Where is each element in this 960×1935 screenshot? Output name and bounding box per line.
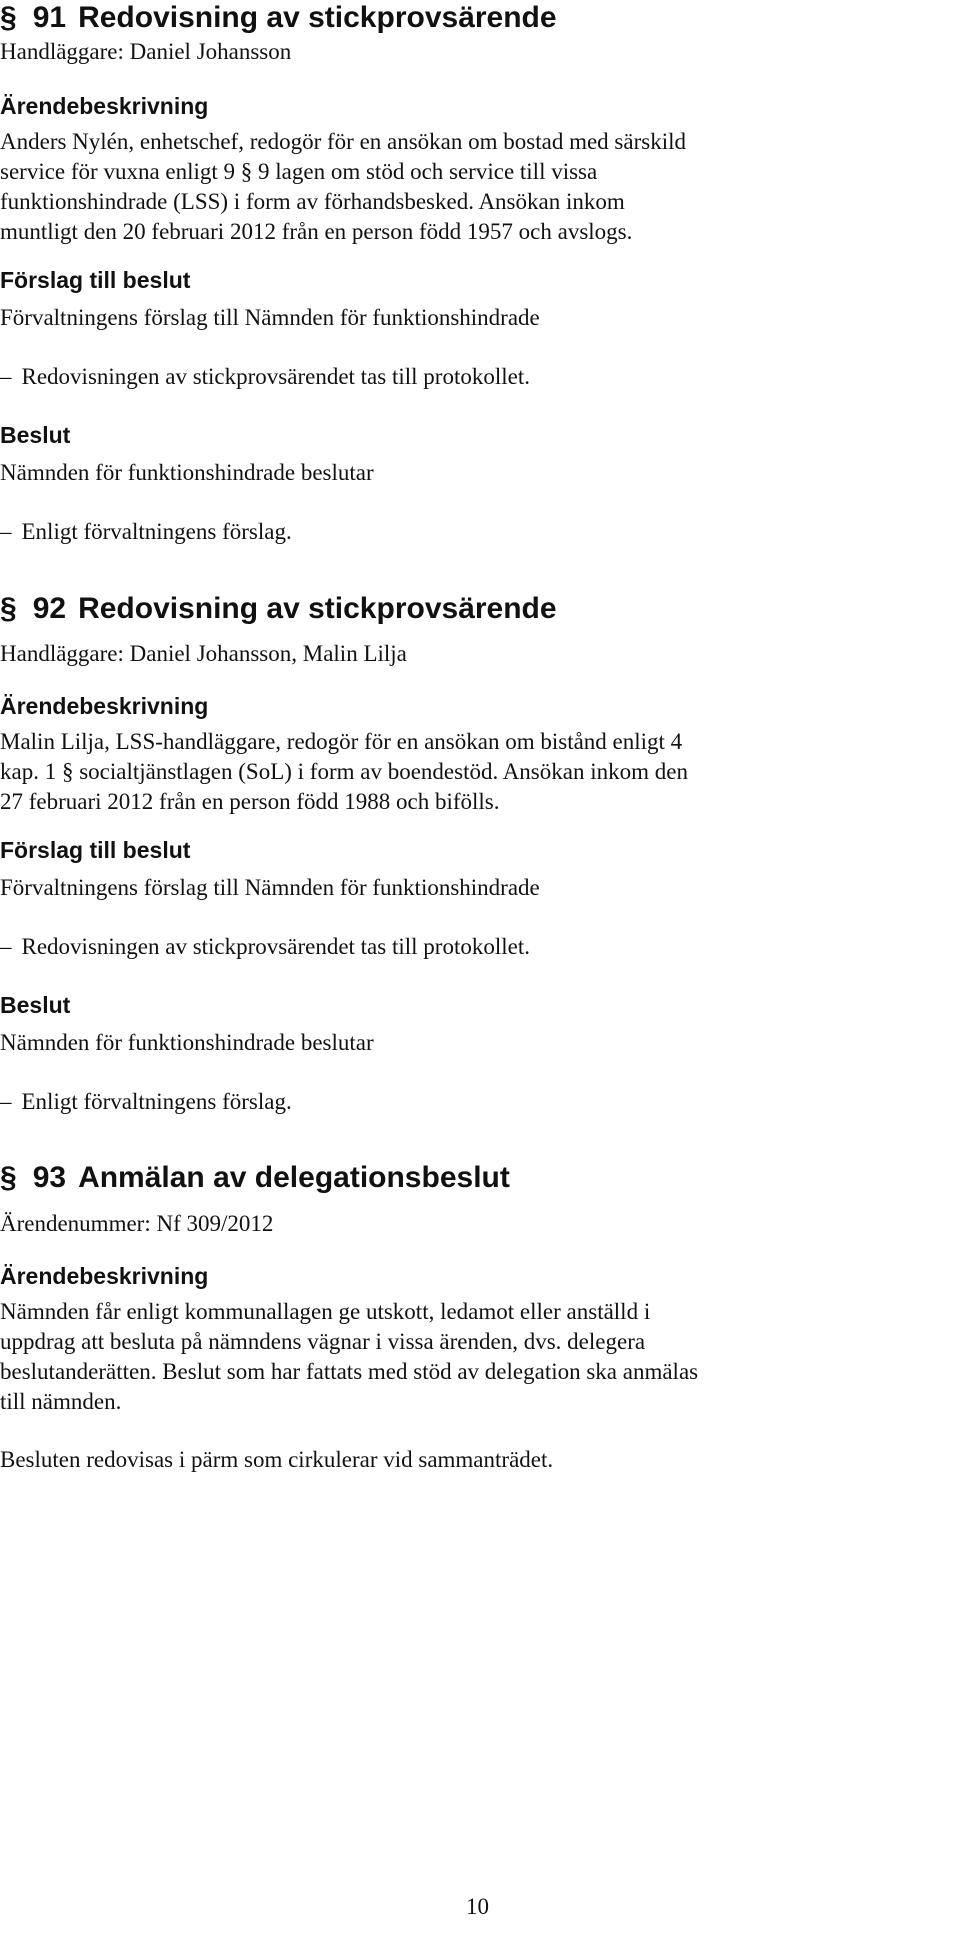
- section-symbol: §: [0, 1161, 17, 1194]
- dash-bullet: –: [0, 1089, 12, 1114]
- section-92-proposal-heading: Förslag till beslut: [0, 837, 191, 863]
- section-91-proposal-item: [0, 363, 530, 391]
- section-number: 91: [32, 1, 67, 34]
- section-93-description-line: till nämnden.: [0, 1389, 122, 1414]
- section-91-description-line: muntligt den 20 februari 2012 från en person född 1957 och avslogs.: [0, 219, 633, 244]
- proposal-item-text: Redovisningen av stickprovsärendet tas till protokollet.: [21, 934, 530, 959]
- decision-item-text: Enligt förvaltningens förslag.: [21, 519, 292, 544]
- decision-item-text: Enligt förvaltningens förslag.: [21, 1089, 292, 1114]
- section-91-proposal-heading: Förslag till beslut: [0, 267, 191, 293]
- section-91-description-heading: Ärendebeskrivning: [0, 93, 209, 119]
- section-92-decision-intro: Nämnden för funktionshindrade beslutar: [0, 1030, 374, 1055]
- section-92-description-line: 27 februari 2012 från en person född 1988 och bifölls.: [0, 789, 500, 814]
- section-92-description-line: Malin Lilja, LSS-handläggare, redogör för en ansökan om bistånd enligt 4: [0, 729, 683, 754]
- section-92-handler: Handläggare: Daniel Johansson, Malin Lilja: [0, 641, 407, 666]
- section-symbol: §: [0, 1, 17, 34]
- section-93-heading: [0, 1160, 510, 1196]
- section-93-description-heading: Ärendebeskrivning: [0, 1263, 209, 1289]
- section-91-decision-intro: Nämnden för funktionshindrade beslutar: [0, 460, 374, 485]
- section-92-decision-item: [0, 1088, 292, 1116]
- section-number: 93: [32, 1161, 67, 1194]
- dash-bullet: –: [0, 519, 12, 544]
- section-symbol: §: [0, 592, 17, 625]
- section-93-closing-text: Besluten redovisas i pärm som cirkulerar vid sammanträdet.: [0, 1447, 554, 1472]
- section-title: Redovisning av stickprovsärende: [78, 1, 557, 34]
- dash-bullet: –: [0, 364, 12, 389]
- section-91-proposal-intro: Förvaltningens förslag till Nämnden för funktionshindrade: [0, 305, 540, 330]
- section-91-description-line: funktionshindrade (LSS) i form av förhandsbesked. Ansökan inkom: [0, 189, 625, 214]
- section-91-description-line: service för vuxna enligt 9 § 9 lagen om stöd och service till vissa: [0, 159, 598, 184]
- section-93-description-line: uppdrag att besluta på nämndens vägnar i vissa ärenden, dvs. delegera: [0, 1329, 646, 1354]
- section-92-description-heading: Ärendebeskrivning: [0, 693, 209, 719]
- section-93-description-line: Nämnden får enligt kommunallagen ge utskott, ledamot eller anställd i: [0, 1299, 651, 1324]
- section-91-decision-item: [0, 518, 292, 546]
- section-title: Redovisning av stickprovsärende: [78, 592, 557, 625]
- section-91-description-line: Anders Nylén, enhetschef, redogör för en ansökan om bostad med särskild: [0, 129, 686, 154]
- page-number: 10: [466, 1894, 489, 1919]
- section-title: Anmälan av delegationsbeslut: [78, 1161, 510, 1194]
- section-number: 92: [32, 592, 67, 625]
- section-92-decision-heading: Beslut: [0, 992, 71, 1018]
- section-91-heading: [0, 0, 557, 36]
- section-92-heading: [0, 591, 557, 627]
- section-92-description-line: kap. 1 § socialtjänstlagen (SoL) i form av boendestöd. Ansökan inkom den: [0, 759, 688, 784]
- section-93-case-number: Ärendenummer: Nf 309/2012: [0, 1211, 274, 1236]
- section-91-decision-heading: Beslut: [0, 422, 71, 448]
- proposal-item-text: Redovisningen av stickprovsärendet tas till protokollet.: [21, 364, 530, 389]
- section-91-handler: Handläggare: Daniel Johansson: [0, 39, 292, 64]
- section-92-proposal-intro: Förvaltningens förslag till Nämnden för funktionshindrade: [0, 875, 540, 900]
- section-93-description-line: beslutanderätten. Beslut som har fattats med stöd av delegation ska anmälas: [0, 1359, 699, 1384]
- section-92-proposal-item: [0, 933, 530, 961]
- dash-bullet: –: [0, 934, 12, 959]
